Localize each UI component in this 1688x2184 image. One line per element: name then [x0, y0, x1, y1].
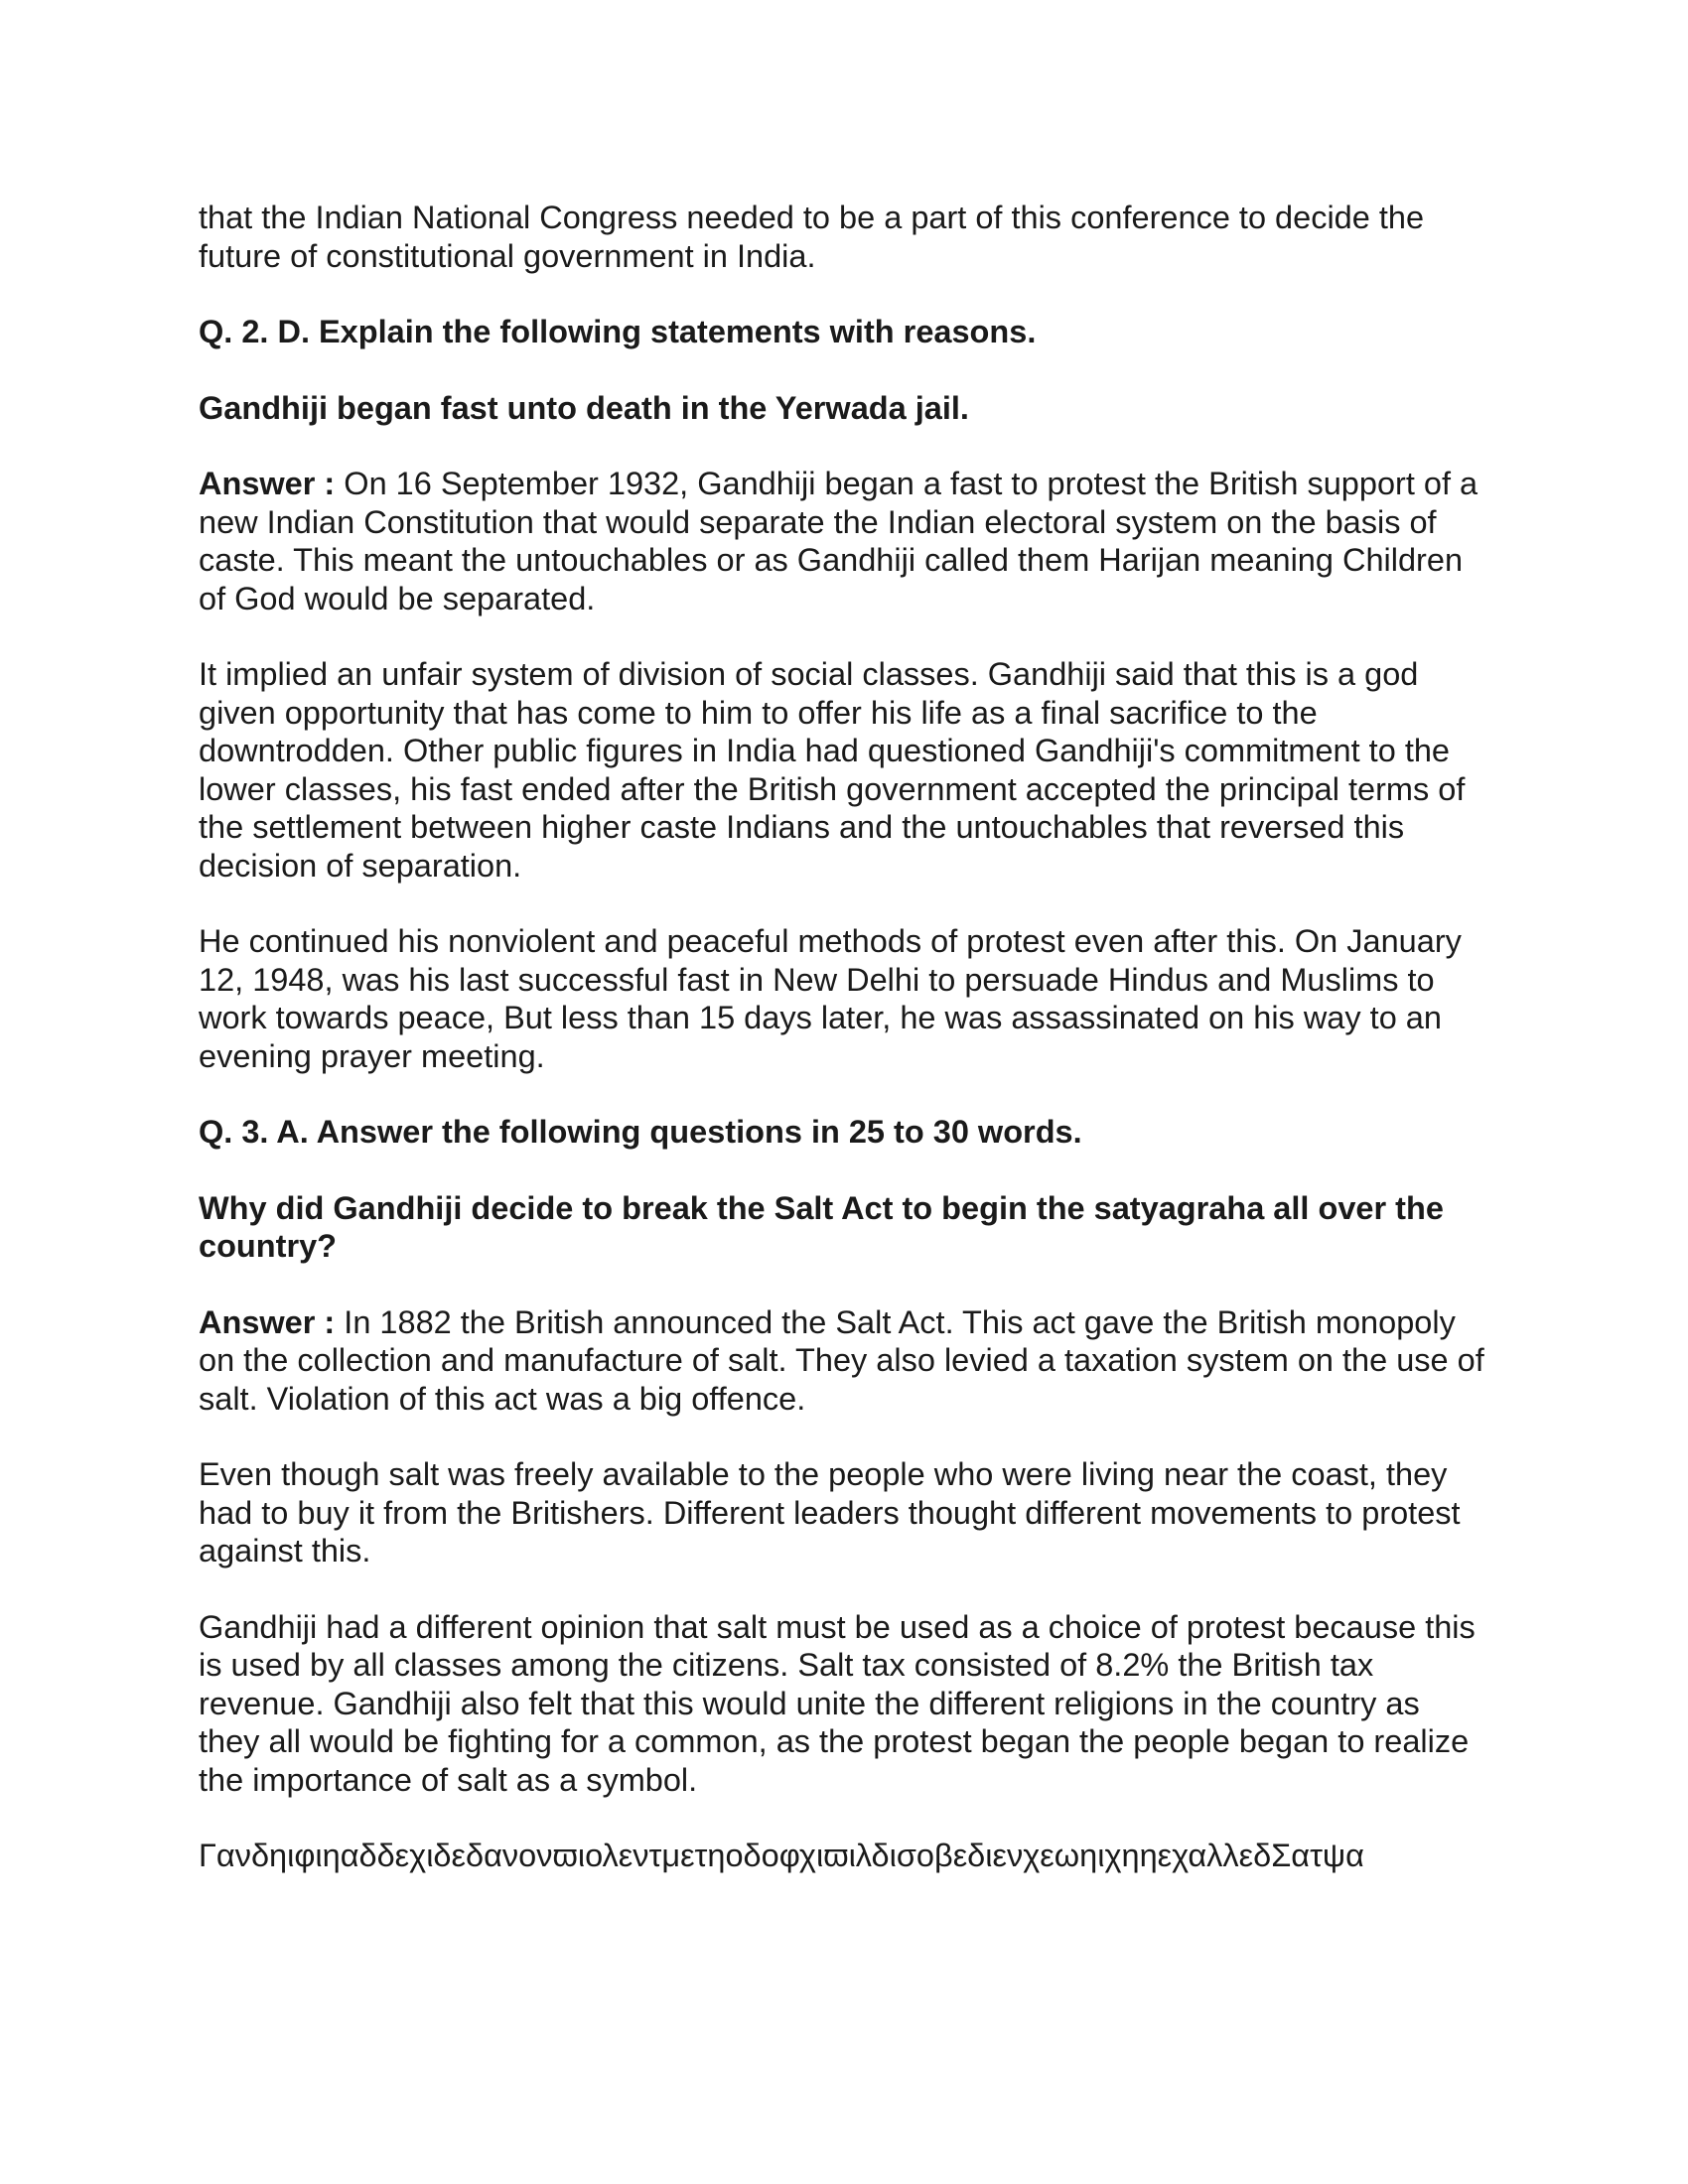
body-paragraph: Gandhiji had a different opinion that salt must be used as a choice of protest because this is used by all classes among the citizens. Salt tax consisted of 8.2% the British tax revenue. Gandhiji also felt that this would unite the different religions in the country as they all would be fighting for a common, as the protest began the people began to realize the importance of salt as a symbol.	[199, 1608, 1476, 1798]
answer-text: On 16 September 1932, Gandhiji began a fast to protest the British support of a new Indian Constitution that would separate the Indian electoral system on the basis of caste. This meant the untouchables or as Gandhiji called them Harijan meaning Children of God would be separated.	[199, 466, 1478, 616]
answer-text: In 1882 the British announced the Salt Act. This act gave the British monopoly on the collection and manufacture of salt. They also levied a taxation system on the use of salt. Violation of this act was a big offence.	[199, 1303, 1484, 1417]
answer-paragraph	[199, 1303, 1489, 1419]
question-heading-q3a: Q. 3. A. Answer the following questions in 25 to 30 words.	[199, 1114, 1082, 1150]
body-paragraph: It implied an unfair system of division of social classes. Gandhiji said that this is a god given opportunity that has come to him to offer his life as a final sacrifice to the downtrodden. Other public figures in India had questioned Gandhiji's commitment to the lower classes, his fast ended after the British government accepted the principal terms of the settlement between higher caste Indians and the untouchables that reversed this decision of separation.	[199, 656, 1466, 884]
document-page	[199, 199, 1489, 1913]
body-paragraph: He continued his nonviolent and peaceful methods of protest even after this. On January 12, 1948, was his last successful fast in New Delhi to persuade Hindus and Muslims to work towards peace, But less than 15 days later, he was assassinated on his way to an evening prayer meeting.	[199, 923, 1462, 1074]
question-statement: Gandhiji began fast unto death in the Yerwada jail.	[199, 389, 969, 426]
question-statement: Why did Gandhiji decide to break the Salt Act to begin the satyagraha all over the country?	[199, 1189, 1444, 1264]
garbled-text-line: ΓανδηιφιηαδδεχιδεδανονϖιολεντμετηοδοφχιϖιλδισοβεδιενχεωηιχηηεχαλλεδΣατψα	[199, 1838, 1364, 1873]
question-heading-q2d: Q. 2. D. Explain the following statements with reasons.	[199, 314, 1037, 349]
body-paragraph: Even though salt was freely available to the people who were living near the coast, they had to buy it from the Britishers. Different leaders thought different movements to protest against this.	[199, 1456, 1461, 1569]
answer-paragraph	[199, 465, 1489, 617]
continued-paragraph: that the Indian National Congress needed to be a part of this conference to decide the future of constitutional government in India.	[199, 200, 1425, 274]
answer-label: Answer :	[199, 1303, 336, 1340]
answer-label: Answer :	[199, 466, 336, 501]
